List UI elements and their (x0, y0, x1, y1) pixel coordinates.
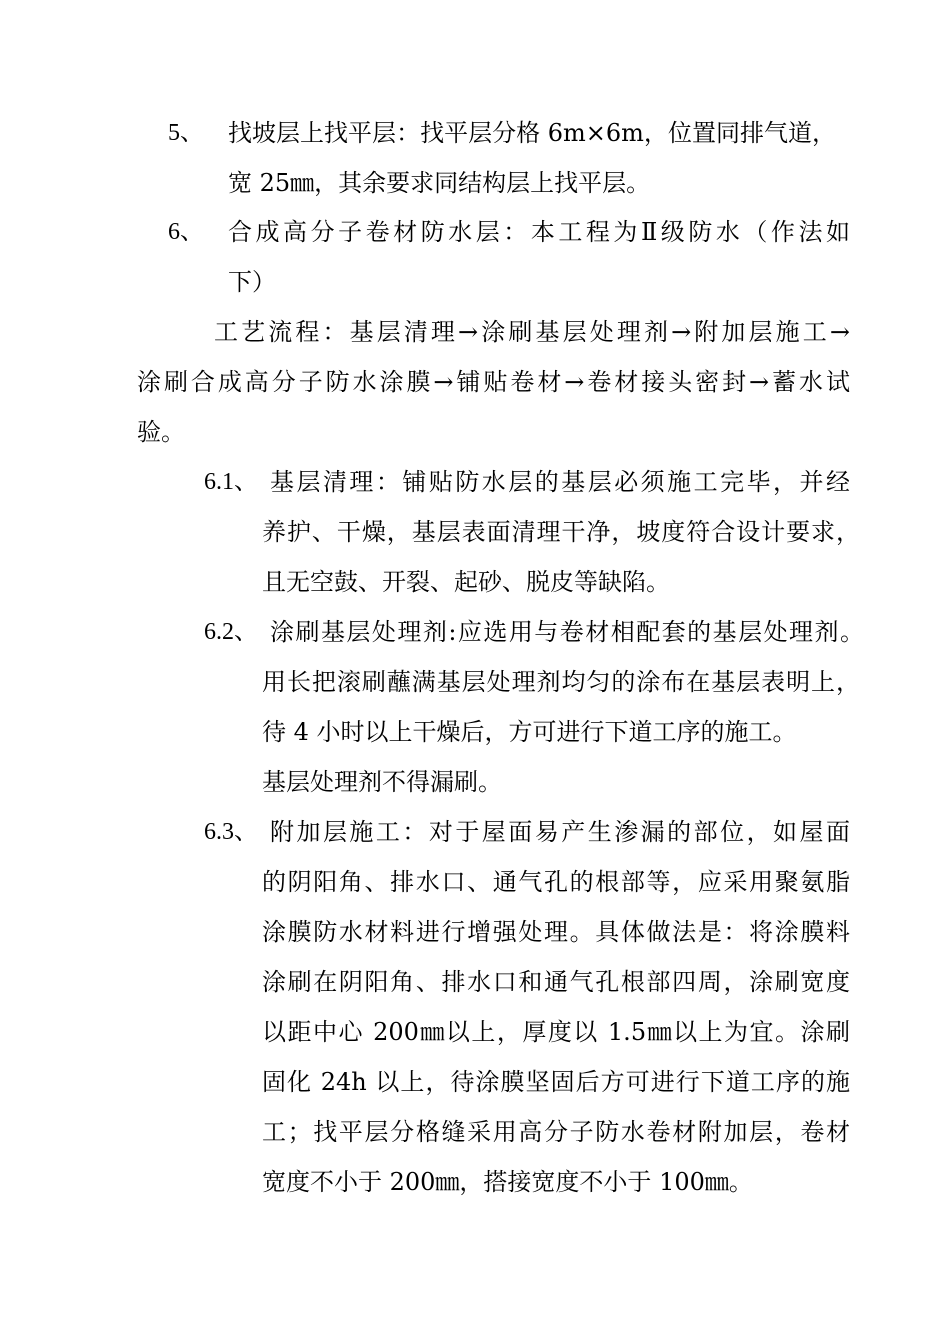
paragraph-line: 涂刷基层处理剂:应选用与卷材相配套的基层处理剂。 (270, 618, 864, 646)
paragraph-line: 涂刷合成高分子防水涂膜→铺贴卷材→卷材接头密封→蓄水试 (137, 368, 850, 396)
paragraph-line: 工艺流程：基层清理→涂刷基层处理剂→附加层施工→ (214, 318, 850, 346)
paragraph-line: 验。 (137, 418, 185, 446)
paragraph-line: 养护、干燥，基层表面清理干净，坡度符合设计要求， (262, 518, 860, 546)
paragraph-line: 宽度不小于 200㎜，搭接宽度不小于 100㎜。 (262, 1168, 753, 1196)
paragraph-line: 用长把滚刷蘸满基层处理剂均匀的涂布在基层表明上， (262, 668, 860, 696)
item-number: 6.3、 (204, 819, 258, 845)
paragraph-line: 基层清理：铺贴防水层的基层必须施工完毕，并经 (270, 468, 850, 496)
paragraph-line: 宽 25㎜，其余要求同结构层上找平层。 (228, 169, 651, 197)
paragraph-line: 固化 24h 以上，待涂膜坚固后方可进行下道工序的施 (262, 1068, 850, 1096)
paragraph-line: 涂刷在阴阳角、排水口和通气孔根部四周，涂刷宽度 (262, 968, 850, 996)
paragraph-line: 涂膜防水材料进行增强处理。具体做法是：将涂膜料 (262, 918, 850, 946)
item-number: 6.1、 (204, 469, 258, 495)
item-number: 6、 (168, 219, 204, 245)
paragraph-line: 找坡层上找平层：找平层分格 6m×6m，位置同排气道， (228, 119, 836, 147)
paragraph-line: 工；找平层分格缝采用高分子防水卷材附加层，卷材 (262, 1118, 850, 1146)
paragraph-line: 待 4 小时以上干燥后，方可进行下道工序的施工。 (262, 718, 797, 746)
paragraph-line: 基层处理剂不得漏刷。 (262, 768, 502, 796)
item-number: 6.2、 (204, 619, 258, 645)
paragraph-line: 合成高分子卷材防水层：本工程为Ⅱ级防水（作法如 (228, 218, 850, 246)
paragraph-line: 的阴阳角、排水口、通气孔的根部等，应采用聚氨脂 (262, 868, 850, 896)
paragraph-line: 以距中心 200㎜以上，厚度以 1.5㎜以上为宜。涂刷 (262, 1018, 850, 1046)
paragraph-line: 下） (228, 268, 276, 296)
paragraph-line: 附加层施工：对于屋面易产生渗漏的部位，如屋面 (270, 818, 850, 846)
item-number: 5、 (168, 120, 204, 146)
paragraph-line: 且无空鼓、开裂、起砂、脱皮等缺陷。 (262, 568, 670, 596)
